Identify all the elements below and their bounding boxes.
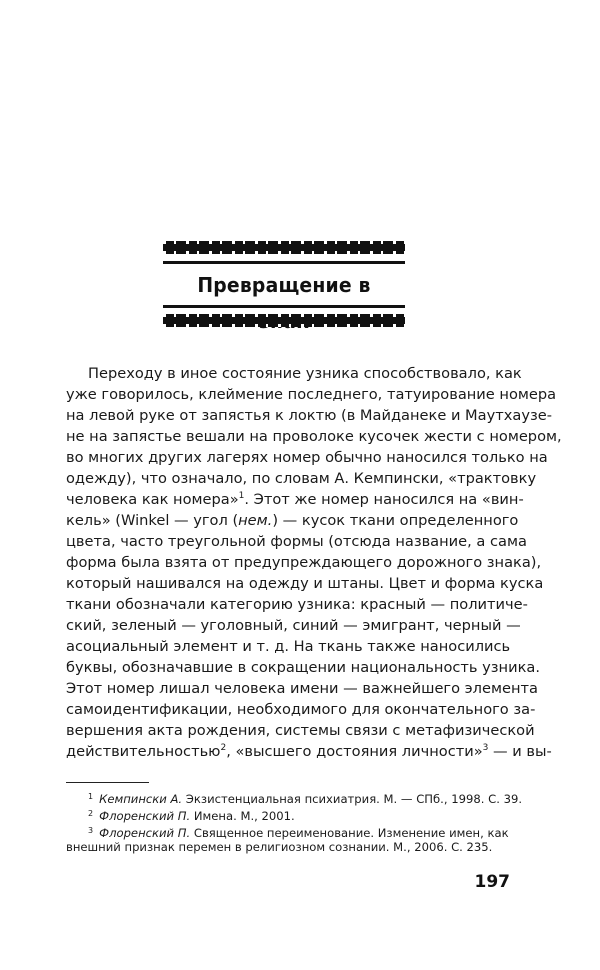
body-line-text: , «высшего достояния личности»	[226, 743, 483, 760]
footnote-mark: 3	[88, 826, 94, 835]
body-line: буквы, обозначавшие в сокращении национальность узника.	[66, 659, 540, 676]
footnote-mark: 1	[88, 792, 94, 801]
body-line: во многих других лагерях номер обычно наносился только на	[66, 449, 548, 466]
footnote-2	[66, 805, 508, 822]
page-number: 197	[474, 872, 510, 892]
body-line: ский, зеленый — уголовный, синий — эмигрант, черный —	[66, 617, 521, 634]
body-line: цвета, часто треугольной формы (отсюда название, а сама	[66, 533, 527, 550]
body-line: форма была взята от предупреждающего дорожного знака),	[66, 554, 542, 571]
footnote-ref-3[interactable]: 3	[482, 743, 489, 753]
body-line: одежду), что означало, по словам А. Кемпински, «трактовку	[66, 470, 537, 487]
footnote-author: Флоренский П.	[99, 809, 191, 823]
footnote-text: Имена. М., 2001.	[190, 809, 295, 823]
body-paragraph	[66, 363, 562, 762]
body-line: уже говорилось, клеймение последнего, татуирование номера	[66, 386, 557, 403]
footnotes	[66, 788, 523, 856]
footnote-separator	[66, 782, 149, 783]
footnote-author: Кемпински А.	[99, 792, 183, 806]
body-line-text: человека как номера»	[66, 491, 239, 508]
footnote-text: Экзистенциальная психиатрия. М. — СПб., 1998. С. 39.	[182, 792, 523, 806]
body-line: на левой руке от запястья к локтю (в Майданеке и Маутхаузе-	[66, 407, 552, 424]
body-line: вершения акта рождения, системы связи с метафизической	[66, 722, 535, 739]
body-line-text: . Этот же номер наносился на «вин-	[244, 491, 524, 508]
footnote-ref-2[interactable]: 2	[220, 743, 227, 753]
decorative-bottom-bar	[163, 314, 405, 327]
chapter-title-block	[163, 241, 405, 327]
body-line-italic: нем.	[238, 512, 273, 529]
body-line-text: кель	[66, 512, 102, 529]
body-line: ткани обозначали категорию узника: красный — политиче-	[66, 596, 528, 613]
body-line: не на запястье вешали на проволоке кусочек жести с номером,	[66, 428, 562, 445]
footnote-3	[66, 822, 508, 839]
body-line: который нашивался на одежду и штаны. Цвет и форма куска	[66, 575, 544, 592]
body-line	[66, 510, 519, 531]
decorative-top-bar	[163, 241, 405, 254]
footnote-text: Священное переименование. Изменение имен, как	[190, 826, 509, 840]
body-line	[66, 741, 552, 762]
body-line	[66, 489, 524, 510]
body-line-text: действительностью	[66, 743, 221, 760]
footnote-1	[66, 788, 523, 806]
footnote-3-continuation: внешний признак перемен в религиозном сознании. М., 2006. С. 235.	[66, 840, 493, 854]
footnote-mark: 2	[88, 809, 94, 818]
chapter-title: Превращение в	[197, 273, 371, 297]
footnote-ref-1[interactable]: 1	[238, 491, 245, 501]
body-line: асоциальный элемент и т. д. На ткань также наносились	[66, 638, 511, 655]
body-line-text: » (Winkel — угол (	[101, 512, 239, 529]
body-line-text: — и вы-	[488, 743, 552, 760]
body-line-text: ) — кусок ткани определенного	[272, 512, 519, 529]
title-rule-top	[163, 261, 405, 264]
body-line: Переходу в иное состояние узника способствовало, как	[88, 365, 522, 382]
footnote-author: Флоренский П.	[99, 826, 191, 840]
body-line: Этот номер лишал человека имени — важнейшего элемента	[66, 680, 538, 697]
title-rule-bottom	[163, 305, 405, 308]
body-line: самоидентификации, необходимого для окончательного за-	[66, 701, 536, 718]
